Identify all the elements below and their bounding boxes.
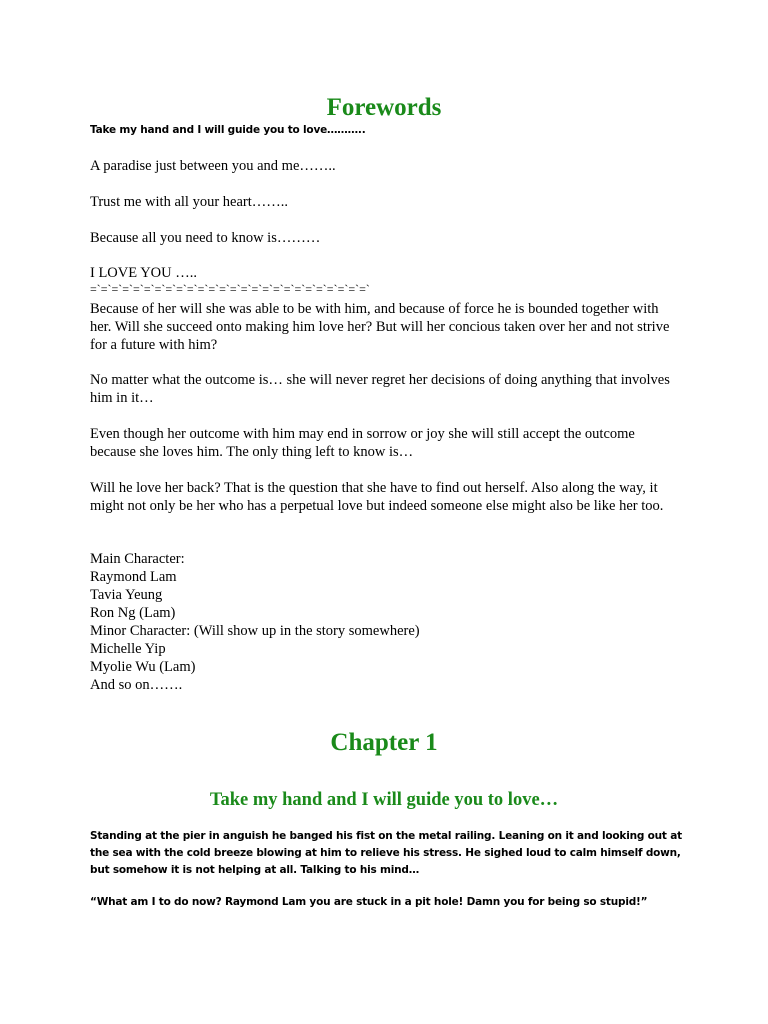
character-list-item: Main Character: bbox=[90, 551, 185, 567]
character-list-item: Myolie Wu (Lam) bbox=[90, 659, 196, 675]
forewords-title: Forewords bbox=[326, 94, 442, 121]
forewords-divider: =`=`=`=`=`=`=`=`=`=`=`=`=`=`=`=`=`=`=`=`=`=`=`=`=`=` bbox=[90, 282, 370, 296]
forewords-paragraph-1: Because of her will she was able to be with him, and because of force he is bounded together with her. Will she succeed onto making him love her? But will her concious taken over her and not strive for a future with him? bbox=[90, 301, 670, 353]
forewords-tagline: Take my hand and I will guide you to love……….. bbox=[90, 124, 366, 136]
character-list-item: Tavia Yeung bbox=[90, 587, 163, 603]
character-list bbox=[90, 550, 690, 694]
character-list-item: Raymond Lam bbox=[90, 569, 177, 585]
forewords-line-3: Because all you need to know is……… bbox=[90, 230, 321, 246]
character-list-item: Michelle Yip bbox=[90, 641, 166, 657]
forewords-paragraph-3: Even though her outcome with him may end in sorrow or joy she will still accept the outcome because she loves him. The only thing left to know is… bbox=[90, 426, 635, 460]
forewords-line-2: Trust me with all your heart…….. bbox=[90, 194, 289, 210]
character-list-item: And so on……. bbox=[90, 677, 183, 693]
chapter-subtitle: Take my hand and I will guide you to love… bbox=[209, 790, 559, 810]
chapter-title: Chapter 1 bbox=[330, 729, 438, 756]
forewords-line-1: A paradise just between you and me…….. bbox=[90, 158, 336, 174]
character-list-item: Minor Character: (Will show up in the story somewhere) bbox=[90, 623, 420, 639]
chapter-paragraph-1: Standing at the pier in anguish he banged his fist on the metal railing. Leaning on it and looking out at the sea with the cold breeze blowing at him to relieve his stress. He sighed loud to calm himself down, but somehow it is not helping at all. Talking to his mind… bbox=[90, 830, 682, 876]
forewords-paragraph-2: No matter what the outcome is… she will never regret her decisions of doing anything that involves him in it… bbox=[90, 372, 670, 406]
forewords-line-4: I LOVE YOU ….. bbox=[90, 265, 197, 281]
chapter-quote: “What am I to do now? Raymond Lam you are stuck in a pit hole! Damn you for being so stupid!” bbox=[90, 896, 648, 908]
character-list-item: Ron Ng (Lam) bbox=[90, 605, 176, 621]
forewords-paragraph-4: Will he love her back? That is the question that she have to find out herself. Also along the way, it might not only be her who has a perpetual love but indeed someone else might also be like her too. bbox=[90, 480, 664, 514]
